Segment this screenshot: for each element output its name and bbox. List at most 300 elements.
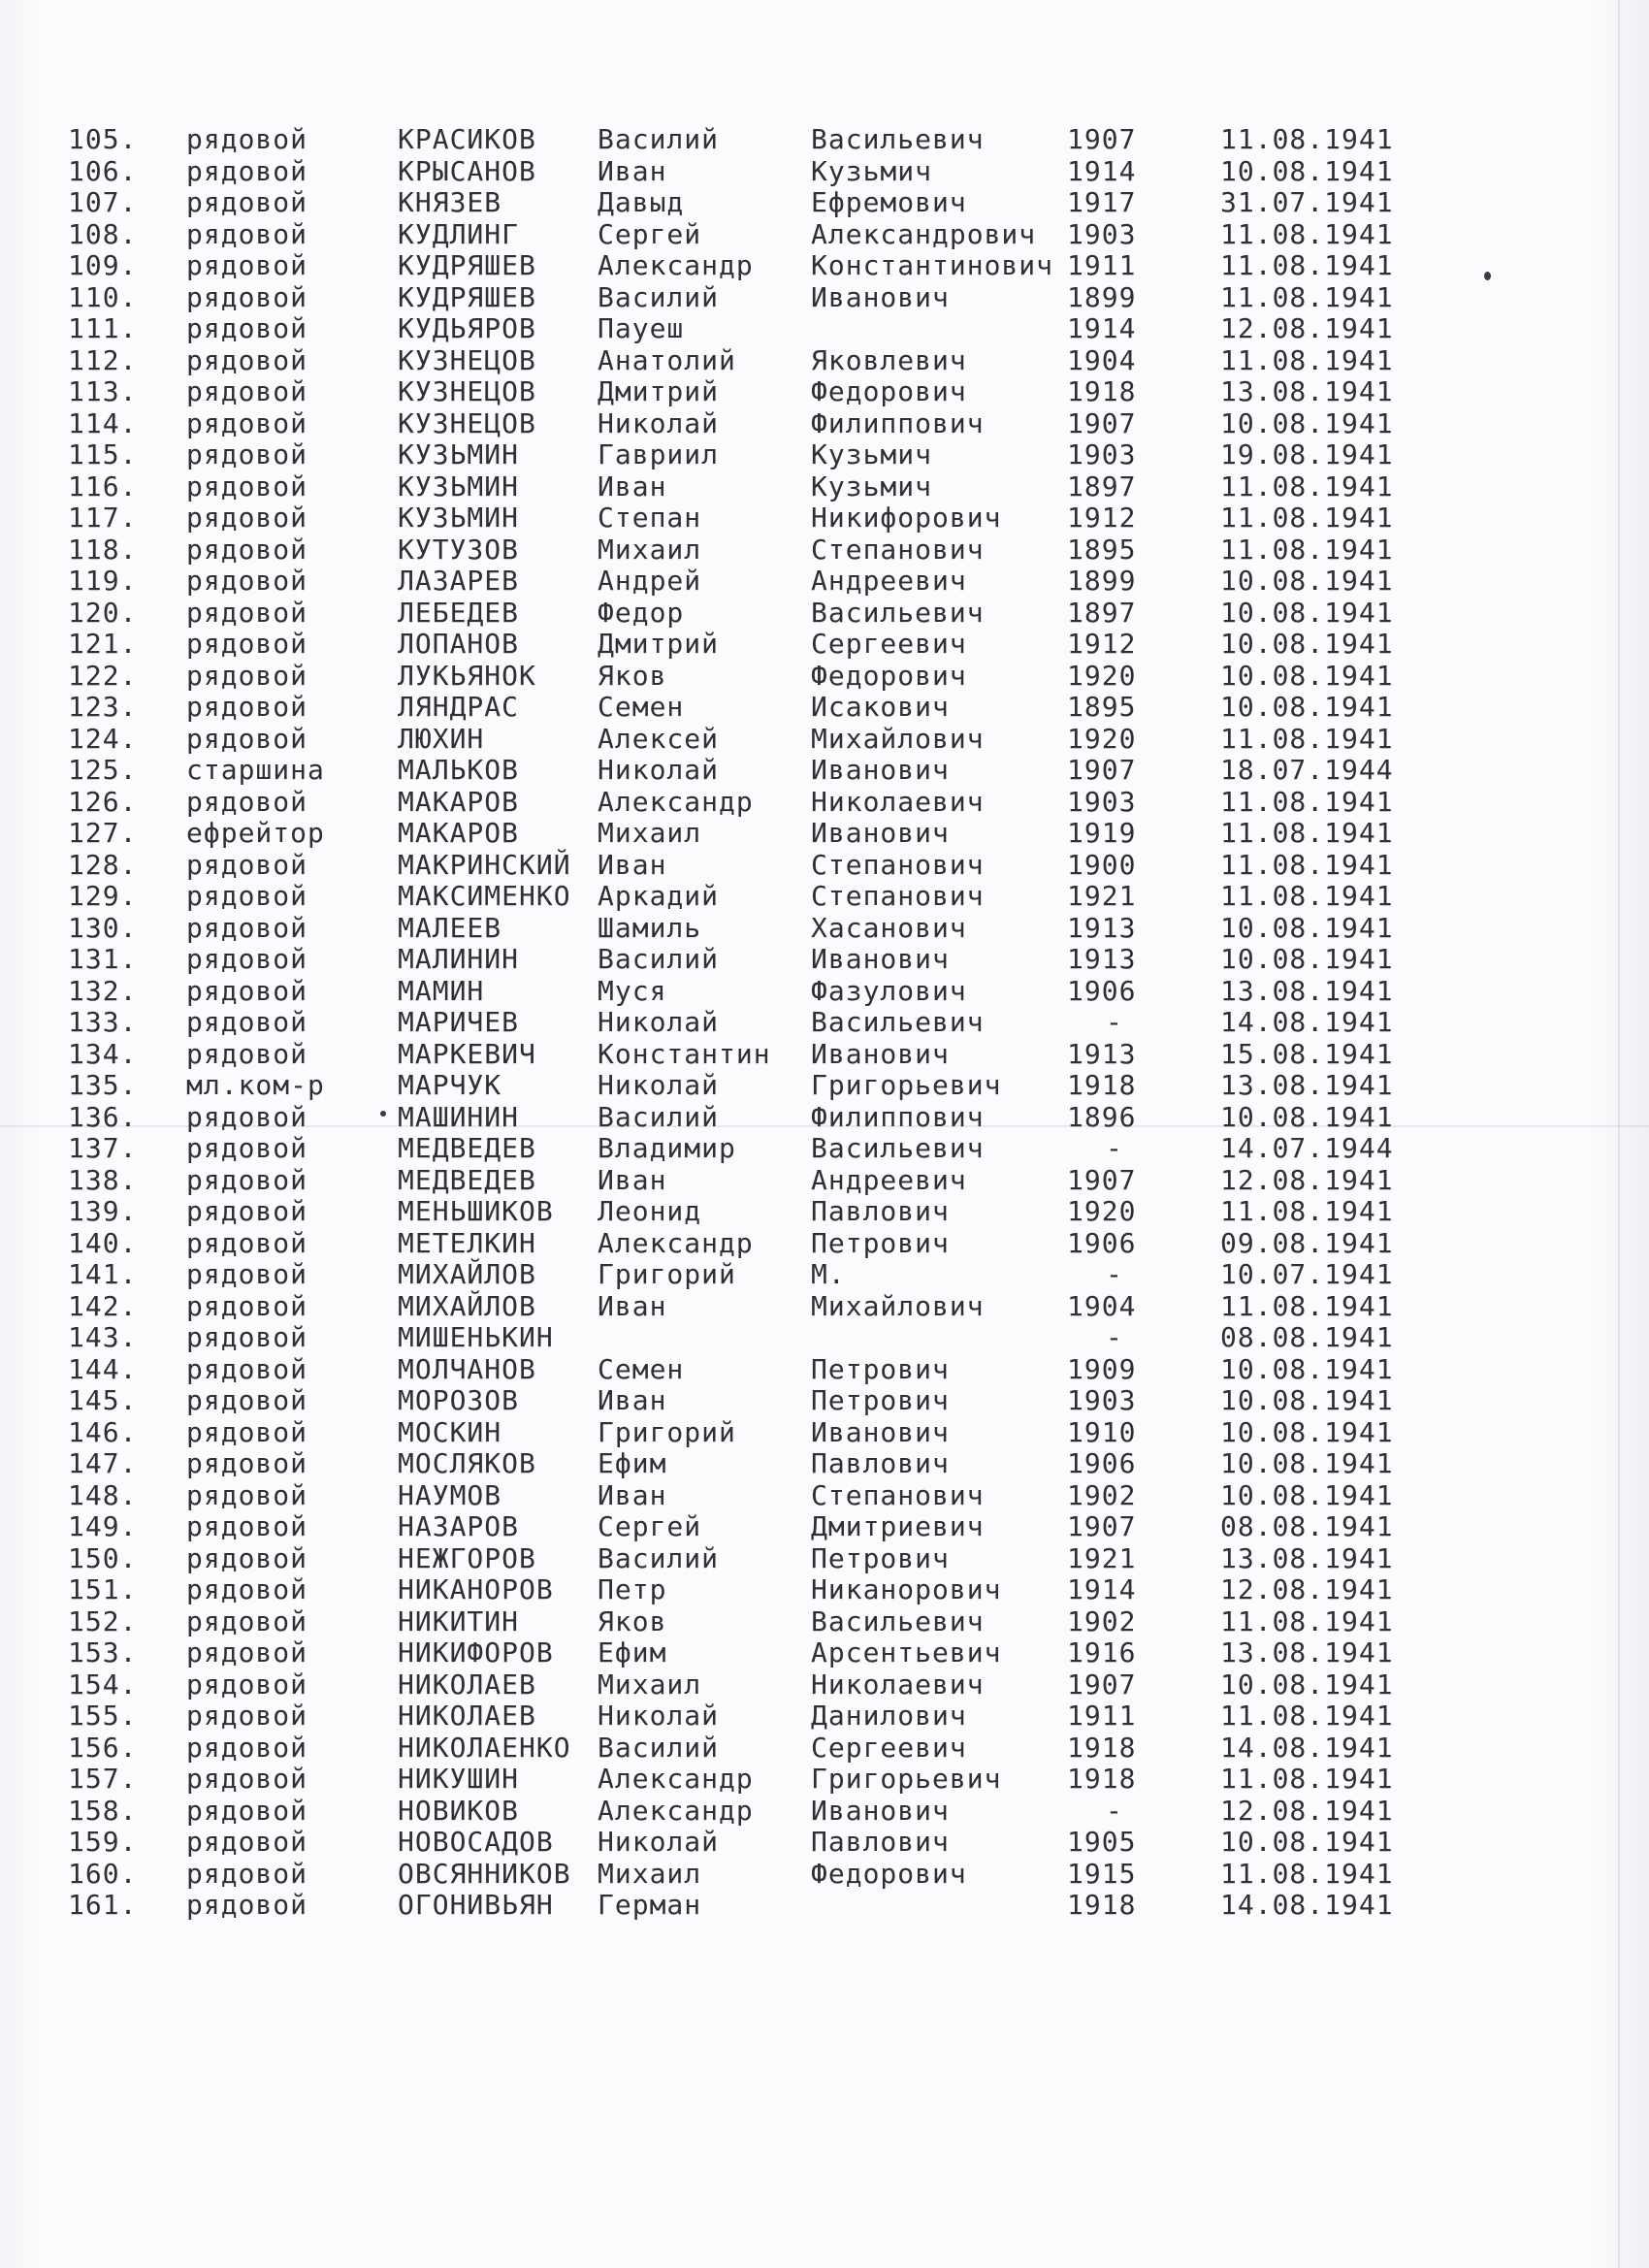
rank: рядовой — [186, 312, 308, 344]
birth-year: 1920 — [1067, 1195, 1137, 1227]
birth-year: 1897 — [1067, 470, 1137, 502]
rank: рядовой — [186, 1636, 308, 1669]
roster-row — [0, 1827, 1649, 1859]
date: 10.08.1941 — [1220, 1668, 1394, 1701]
roster-row — [0, 1511, 1649, 1543]
patronymic: Степанович — [811, 1478, 985, 1511]
entry-number: 140. — [68, 1226, 138, 1259]
entry-number: 138. — [68, 1163, 138, 1196]
birth-year: 1906 — [1067, 1226, 1137, 1259]
last-name: НИКИТИН — [398, 1604, 520, 1637]
patronymic: Андреевич — [811, 565, 967, 597]
entry-number: 161. — [68, 1889, 138, 1921]
last-name: ЛЮХИН — [398, 722, 485, 755]
last-name: МАРИЧЕВ — [398, 1006, 520, 1038]
entry-number: 153. — [68, 1636, 138, 1669]
last-name: МИХАЙЛОВ — [398, 1258, 536, 1290]
birth-year: 1918 — [1067, 1889, 1137, 1921]
patronymic: Данилович — [811, 1700, 967, 1732]
entry-number: 149. — [68, 1510, 138, 1542]
rank: рядовой — [186, 438, 308, 470]
patronymic: Андреевич — [811, 1163, 967, 1196]
roster-row — [0, 1070, 1649, 1102]
entry-number: 114. — [68, 406, 138, 439]
last-name: КУДЬЯРОВ — [398, 312, 536, 344]
last-name: ЛОПАНОВ — [398, 628, 520, 660]
last-name: КУЗЬМИН — [398, 502, 520, 534]
last-name: МЕНЬШИКОВ — [398, 1195, 554, 1227]
first-name: Семен — [598, 1352, 685, 1385]
entry-number: 154. — [68, 1668, 138, 1701]
first-name: Сергей — [598, 1510, 702, 1542]
rank: рядовой — [186, 1258, 308, 1290]
patronymic: Павлович — [811, 1447, 950, 1479]
last-name: НОВИКОВ — [398, 1794, 520, 1827]
roster-row — [0, 1165, 1649, 1197]
date: 11.08.1941 — [1220, 1857, 1394, 1890]
birth-year: 1913 — [1067, 911, 1137, 944]
birth-year: 1907 — [1067, 1668, 1137, 1701]
first-name: Гавриил — [598, 438, 720, 470]
patronymic: М. — [811, 1258, 846, 1290]
roster-row — [0, 976, 1649, 1008]
rank: рядовой — [186, 280, 308, 313]
entry-number: 155. — [68, 1700, 138, 1732]
birth-year: 1906 — [1067, 974, 1137, 1007]
entry-number: 106. — [68, 154, 138, 187]
entry-number: 117. — [68, 502, 138, 534]
first-name: Иван — [598, 1478, 667, 1511]
entry-number: 119. — [68, 565, 138, 597]
patronymic: Федорович — [811, 375, 967, 407]
last-name: МЕДВЕДЕВ — [398, 1132, 536, 1164]
birth-year: 1895 — [1067, 691, 1137, 723]
first-name: Александр — [598, 249, 754, 281]
roster-row — [0, 1291, 1649, 1323]
patronymic: Иванович — [811, 754, 950, 786]
birth-year: - — [1106, 1258, 1123, 1290]
entry-number: 158. — [68, 1794, 138, 1827]
last-name: НАЗАРОВ — [398, 1510, 520, 1542]
first-name: Шамиль — [598, 911, 702, 944]
date: 14.08.1941 — [1220, 1006, 1394, 1038]
rank: рядовой — [186, 1100, 308, 1133]
patronymic: Федорович — [811, 659, 967, 692]
roster-row — [0, 1354, 1649, 1386]
date: 11.08.1941 — [1220, 533, 1394, 566]
birth-year: 1895 — [1067, 533, 1137, 566]
patronymic: Кузьмич — [811, 470, 933, 502]
date: 10.08.1941 — [1220, 1447, 1394, 1479]
first-name: Давыд — [598, 186, 685, 218]
last-name: КНЯЗЕВ — [398, 186, 502, 218]
entry-number: 126. — [68, 785, 138, 818]
birth-year: 1903 — [1067, 217, 1137, 250]
roster-row — [0, 282, 1649, 314]
rank: рядовой — [186, 848, 308, 881]
first-name: Константин — [598, 1037, 771, 1070]
last-name: МАРЧУК — [398, 1069, 502, 1101]
entry-number: 115. — [68, 438, 138, 470]
date: 15.08.1941 — [1220, 1037, 1394, 1070]
first-name: Иван — [598, 470, 667, 502]
roster-row — [0, 219, 1649, 251]
birth-year: 1913 — [1067, 943, 1137, 975]
date: 10.08.1941 — [1220, 659, 1394, 692]
last-name: МЕДВЕДЕВ — [398, 1163, 536, 1196]
rank: рядовой — [186, 1826, 308, 1858]
date: 13.08.1941 — [1220, 1636, 1394, 1669]
rank: рядовой — [186, 217, 308, 250]
roster-row — [0, 1669, 1649, 1701]
date: 31.07.1941 — [1220, 186, 1394, 218]
birth-year: 1914 — [1067, 1573, 1137, 1605]
last-name: МОРОЗОВ — [398, 1384, 520, 1416]
patronymic: Иванович — [811, 1794, 950, 1827]
last-name: КУЗНЕЦОВ — [398, 406, 536, 439]
rank: мл.ком-р — [186, 1069, 325, 1101]
patronymic: Сергеевич — [811, 628, 967, 660]
date: 14.07.1944 — [1220, 1132, 1394, 1164]
patronymic: Павлович — [811, 1195, 950, 1227]
roster-row — [0, 661, 1649, 693]
rank: рядовой — [186, 911, 308, 944]
patronymic: Никанорович — [811, 1573, 1002, 1605]
last-name: МИШЕНЬКИН — [398, 1321, 554, 1353]
birth-year: 1911 — [1067, 249, 1137, 281]
patronymic: Павлович — [811, 1826, 950, 1858]
patronymic: Васильевич — [811, 1006, 985, 1038]
patronymic: Кузьмич — [811, 438, 933, 470]
roster-row — [0, 1574, 1649, 1606]
birth-year: 1896 — [1067, 1100, 1137, 1133]
entry-number: 145. — [68, 1384, 138, 1416]
rank: рядовой — [186, 1763, 308, 1795]
rank: рядовой — [186, 123, 308, 155]
first-name: Александр — [598, 785, 754, 818]
entry-number: 130. — [68, 911, 138, 944]
rank: рядовой — [186, 691, 308, 723]
first-name: Василий — [598, 1731, 720, 1764]
birth-year: 1904 — [1067, 1289, 1137, 1322]
date: 11.08.1941 — [1220, 1289, 1394, 1322]
last-name: КУТУЗОВ — [398, 533, 520, 566]
last-name: МАКРИНСКИЙ — [398, 848, 571, 881]
entry-number: 116. — [68, 470, 138, 502]
roster-row — [0, 1385, 1649, 1417]
rank: рядовой — [186, 722, 308, 755]
patronymic: Иванович — [811, 280, 950, 313]
last-name: МАРКЕВИЧ — [398, 1037, 536, 1070]
patronymic: Григорьевич — [811, 1069, 1002, 1101]
last-name: НИКОЛАЕНКО — [398, 1731, 571, 1764]
patronymic: Ефремович — [811, 186, 967, 218]
rank: рядовой — [186, 343, 308, 376]
patronymic: Кузьмич — [811, 154, 933, 187]
last-name: МАКАРОВ — [398, 785, 520, 818]
date: 12.08.1941 — [1220, 1794, 1394, 1827]
birth-year: 1919 — [1067, 817, 1137, 849]
first-name: Александр — [598, 1226, 754, 1259]
last-name: КРАСИКОВ — [398, 123, 536, 155]
roster-row — [0, 1859, 1649, 1891]
date: 11.08.1941 — [1220, 249, 1394, 281]
birth-year: 1909 — [1067, 1352, 1137, 1385]
birth-year: 1900 — [1067, 848, 1137, 881]
first-name: Семен — [598, 691, 685, 723]
roster-row — [0, 1480, 1649, 1512]
date: 13.08.1941 — [1220, 1069, 1394, 1101]
rank: рядовой — [186, 1195, 308, 1227]
birth-year: 1904 — [1067, 343, 1137, 376]
roster-row — [0, 566, 1649, 598]
last-name: КУДРЯШЕВ — [398, 280, 536, 313]
last-name: МАКСИМЕНКО — [398, 880, 571, 912]
rank: рядовой — [186, 1352, 308, 1385]
roster-row — [0, 124, 1649, 156]
last-name: КУЗЬМИН — [398, 470, 520, 502]
entry-number: 124. — [68, 722, 138, 755]
rank: рядовой — [186, 1447, 308, 1479]
roster-row — [0, 629, 1649, 661]
roster-row — [0, 913, 1649, 945]
rank: рядовой — [186, 1731, 308, 1764]
roster-row — [0, 376, 1649, 408]
patronymic: Петрович — [811, 1384, 950, 1416]
date: 11.08.1941 — [1220, 470, 1394, 502]
date: 11.08.1941 — [1220, 722, 1394, 755]
date: 11.08.1941 — [1220, 123, 1394, 155]
birth-year: 1907 — [1067, 123, 1137, 155]
roster-row — [0, 1733, 1649, 1765]
entry-number: 105. — [68, 123, 138, 155]
last-name: ОГОНИВЬЯН — [398, 1889, 554, 1921]
birth-year: 1918 — [1067, 1731, 1137, 1764]
roster-row — [0, 755, 1649, 787]
birth-year: 1911 — [1067, 1700, 1137, 1732]
first-name: Василий — [598, 1100, 720, 1133]
birth-year: - — [1106, 1006, 1123, 1038]
date: 10.08.1941 — [1220, 406, 1394, 439]
patronymic: Петрович — [811, 1226, 950, 1259]
first-name: Василий — [598, 280, 720, 313]
date: 11.08.1941 — [1220, 280, 1394, 313]
first-name: Александр — [598, 1794, 754, 1827]
roster-row — [0, 1448, 1649, 1480]
patronymic: Михайлович — [811, 1289, 985, 1322]
date: 12.08.1941 — [1220, 1163, 1394, 1196]
birth-year: 1913 — [1067, 1037, 1137, 1070]
rank: рядовой — [186, 659, 308, 692]
birth-year: 1907 — [1067, 754, 1137, 786]
entry-number: 137. — [68, 1132, 138, 1164]
date: 10.08.1941 — [1220, 1384, 1394, 1416]
date: 10.08.1941 — [1220, 565, 1394, 597]
birth-year: 1918 — [1067, 1763, 1137, 1795]
roster-row — [0, 881, 1649, 913]
first-name: Николай — [598, 754, 720, 786]
first-name: Михаил — [598, 1668, 702, 1701]
entry-number: 131. — [68, 943, 138, 975]
roster-row — [0, 1701, 1649, 1733]
date: 09.08.1941 — [1220, 1226, 1394, 1259]
date: 19.08.1941 — [1220, 438, 1394, 470]
first-name: Ефим — [598, 1636, 667, 1669]
patronymic: Иванович — [811, 1415, 950, 1448]
entry-number: 128. — [68, 848, 138, 881]
roster-row — [0, 850, 1649, 882]
patronymic: Дмитриевич — [811, 1510, 985, 1542]
date: 11.08.1941 — [1220, 217, 1394, 250]
entry-number: 113. — [68, 375, 138, 407]
date: 11.08.1941 — [1220, 502, 1394, 534]
first-name: Василий — [598, 943, 720, 975]
first-name: Алексей — [598, 722, 720, 755]
last-name: НАУМОВ — [398, 1478, 502, 1511]
patronymic: Арсентьевич — [811, 1636, 1002, 1669]
birth-year: 1906 — [1067, 1447, 1137, 1479]
first-name: Иван — [598, 848, 667, 881]
rank: рядовой — [186, 1037, 308, 1070]
rank: рядовой — [186, 1573, 308, 1605]
first-name: Василий — [598, 123, 720, 155]
rank: ефрейтор — [186, 817, 325, 849]
rank: рядовой — [186, 628, 308, 660]
birth-year: 1902 — [1067, 1478, 1137, 1511]
roster-row — [0, 502, 1649, 535]
roster-row — [0, 313, 1649, 345]
last-name: ЛАЗАРЕВ — [398, 565, 520, 597]
entry-number: 112. — [68, 343, 138, 376]
roster-row — [0, 1637, 1649, 1669]
birth-year: 1918 — [1067, 375, 1137, 407]
entry-number: 146. — [68, 1415, 138, 1448]
entry-number: 109. — [68, 249, 138, 281]
birth-year: 1917 — [1067, 186, 1137, 218]
date: 10.08.1941 — [1220, 1352, 1394, 1385]
last-name: КУДРЯШЕВ — [398, 249, 536, 281]
patronymic: Исакович — [811, 691, 950, 723]
first-name: Дмитрий — [598, 628, 720, 660]
date: 12.08.1941 — [1220, 1573, 1394, 1605]
birth-year: 1907 — [1067, 1163, 1137, 1196]
entry-number: 107. — [68, 186, 138, 218]
entry-number: 111. — [68, 312, 138, 344]
last-name: КРЫСАНОВ — [398, 154, 536, 187]
date: 11.08.1941 — [1220, 1195, 1394, 1227]
entry-number: 159. — [68, 1826, 138, 1858]
date: 10.08.1941 — [1220, 1415, 1394, 1448]
date: 14.08.1941 — [1220, 1889, 1394, 1921]
birth-year: 1918 — [1067, 1069, 1137, 1101]
patronymic: Петрович — [811, 1352, 950, 1385]
last-name: ЛУКЬЯНОК — [398, 659, 536, 692]
entry-number: 143. — [68, 1321, 138, 1353]
last-name: КУДЛИНГ — [398, 217, 520, 250]
patronymic: Николаевич — [811, 785, 985, 818]
rank: рядовой — [186, 1668, 308, 1701]
entry-number: 135. — [68, 1069, 138, 1101]
birth-year: - — [1106, 1321, 1123, 1353]
rank: рядовой — [186, 1163, 308, 1196]
birth-year: 1920 — [1067, 722, 1137, 755]
patronymic: Константинович — [811, 249, 1054, 281]
last-name: МОСЛЯКОВ — [398, 1447, 536, 1479]
first-name: Николай — [598, 1700, 720, 1732]
rank: рядовой — [186, 1889, 308, 1921]
entry-number: 123. — [68, 691, 138, 723]
roster-row — [0, 944, 1649, 976]
first-name: Яков — [598, 1604, 667, 1637]
last-name: НИКОЛАЕВ — [398, 1668, 536, 1701]
roster-row — [0, 1259, 1649, 1291]
entry-number: 132. — [68, 974, 138, 1007]
last-name: МАЛЕЕВ — [398, 911, 502, 944]
roster-row — [0, 1890, 1649, 1922]
entry-number: 160. — [68, 1857, 138, 1890]
rank: рядовой — [186, 533, 308, 566]
rank: рядовой — [186, 470, 308, 502]
first-name: Василий — [598, 1541, 720, 1574]
roster-row — [0, 535, 1649, 567]
last-name: НИКАНОРОВ — [398, 1573, 554, 1605]
first-name: Герман — [598, 1889, 702, 1921]
first-name: Иван — [598, 154, 667, 187]
last-name: МОЛЧАНОВ — [398, 1352, 536, 1385]
patronymic: Васильевич — [811, 1132, 985, 1164]
patronymic: Николаевич — [811, 1668, 985, 1701]
birth-year: - — [1106, 1794, 1123, 1827]
date: 08.08.1941 — [1220, 1321, 1394, 1353]
first-name: Муся — [598, 974, 667, 1007]
rank: рядовой — [186, 1794, 308, 1827]
patronymic: Степанович — [811, 533, 985, 566]
first-name: Яков — [598, 659, 667, 692]
last-name: КУЗЬМИН — [398, 438, 520, 470]
rank: рядовой — [186, 375, 308, 407]
last-name: МИХАЙЛОВ — [398, 1289, 536, 1322]
rank: старшина — [186, 754, 325, 786]
last-name: МАЛЬКОВ — [398, 754, 520, 786]
entry-number: 141. — [68, 1258, 138, 1290]
patronymic: Васильевич — [811, 1604, 985, 1637]
birth-year: 1899 — [1067, 565, 1137, 597]
patronymic: Яковлевич — [811, 343, 967, 376]
first-name: Михаил — [598, 533, 702, 566]
entry-number: 108. — [68, 217, 138, 250]
patronymic: Иванович — [811, 943, 950, 975]
patronymic: Никифорович — [811, 502, 1002, 534]
roster-row — [0, 250, 1649, 282]
patronymic: Фазулович — [811, 974, 967, 1007]
entry-number: 136. — [68, 1100, 138, 1133]
entry-number: 139. — [68, 1195, 138, 1227]
patronymic: Михайлович — [811, 722, 985, 755]
first-name: Владимир — [598, 1132, 736, 1164]
entry-number: 121. — [68, 628, 138, 660]
last-name: НОВОСАДОВ — [398, 1826, 554, 1858]
rank: рядовой — [186, 502, 308, 534]
date: 11.08.1941 — [1220, 785, 1394, 818]
patronymic: Иванович — [811, 817, 950, 849]
rank: рядовой — [186, 186, 308, 218]
entry-number: 118. — [68, 533, 138, 566]
date: 11.08.1941 — [1220, 848, 1394, 881]
birth-year: 1920 — [1067, 659, 1137, 692]
roster-row — [0, 408, 1649, 440]
date: 14.08.1941 — [1220, 1731, 1394, 1764]
birth-year: 1914 — [1067, 312, 1137, 344]
